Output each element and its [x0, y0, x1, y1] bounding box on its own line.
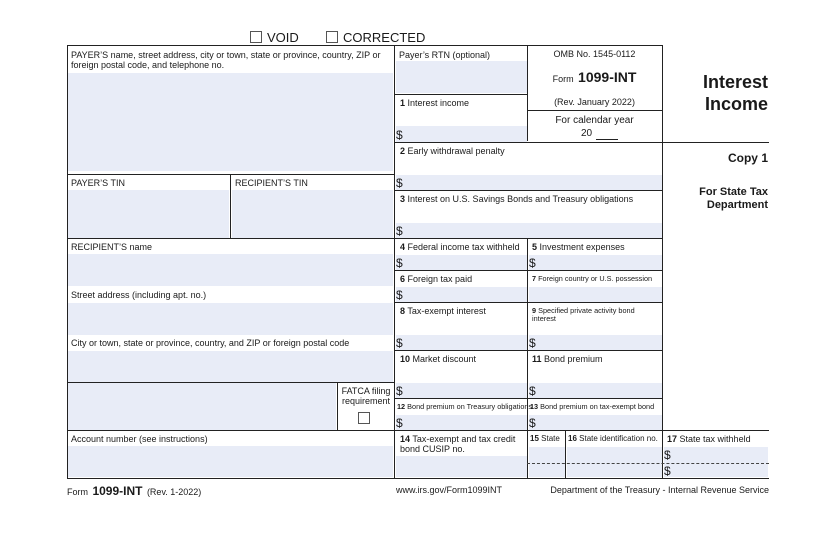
- fatca-blank-field[interactable]: [68, 383, 336, 430]
- street-address-field[interactable]: [68, 303, 393, 335]
- box11-field[interactable]: [529, 383, 662, 398]
- box1-field[interactable]: [396, 126, 527, 142]
- box1-dollar: $: [396, 128, 403, 142]
- box11-dollar: $: [529, 384, 536, 398]
- box3-dollar: $: [396, 224, 403, 238]
- payer-name-field[interactable]: [68, 73, 393, 171]
- void-checkbox[interactable]: [250, 31, 262, 43]
- box4-text: Federal income tax withheld: [407, 242, 520, 252]
- box3-num: 3: [400, 194, 406, 204]
- box14-field[interactable]: [396, 456, 527, 477]
- recipient-tin-label: RECIPIENT’S TIN: [235, 178, 308, 188]
- box15-text: State: [541, 434, 560, 443]
- box10-dollar: $: [396, 384, 403, 398]
- void-label: VOID: [267, 30, 299, 45]
- copy-label: Copy 1: [727, 151, 768, 165]
- box13-text: Bond premium on tax-exempt bond: [540, 402, 655, 411]
- box17-field[interactable]: [664, 447, 768, 477]
- footer-form-id: [67, 482, 201, 500]
- box9-label: [532, 307, 654, 323]
- box3-field[interactable]: [396, 223, 662, 238]
- corrected-label: CORRECTED: [343, 30, 426, 45]
- form-id: [527, 69, 662, 87]
- title-line-1: Interest: [702, 72, 768, 92]
- box2-num: 2: [400, 146, 406, 156]
- form-revision: (Rev. January 2022): [554, 97, 635, 107]
- box7-num: 7: [532, 274, 537, 283]
- box4-field[interactable]: [396, 255, 527, 270]
- for-line-2: Department: [706, 199, 768, 211]
- box14-num: 14: [400, 434, 411, 444]
- box12-num: 12: [397, 402, 406, 411]
- box8-num: 8: [400, 306, 406, 316]
- fatca-checkbox[interactable]: [358, 412, 370, 424]
- street-address-label: Street address (including apt. no.): [71, 290, 207, 300]
- box10-text: Market discount: [412, 354, 477, 364]
- box1-num: 1: [400, 98, 406, 108]
- box13-field[interactable]: [529, 415, 662, 430]
- form-word: Form: [552, 74, 574, 84]
- box8-field[interactable]: [396, 335, 527, 350]
- box12-label: [397, 403, 532, 411]
- box2-text: Early withdrawal penalty: [407, 146, 505, 156]
- box17-text: State tax withheld: [679, 434, 751, 444]
- box11-label: [532, 354, 603, 364]
- box5-text: Investment expenses: [539, 242, 625, 252]
- box12-field[interactable]: [396, 415, 527, 430]
- box17-label: [667, 434, 751, 444]
- box7-field[interactable]: [529, 287, 662, 302]
- box12-text: Bond premium on Treasury obligations: [407, 402, 533, 411]
- box15-label: [530, 434, 560, 443]
- recipient-tin-field[interactable]: [232, 190, 393, 238]
- footer-url: www.irs.gov/Form1099INT: [396, 485, 503, 495]
- payer-rtn-label: Payer’s RTN (optional): [399, 50, 491, 60]
- city-field[interactable]: [68, 351, 393, 382]
- box12-dollar: $: [396, 416, 403, 430]
- for-line-1: For State Tax: [699, 186, 768, 198]
- box5-num: 5: [532, 242, 538, 252]
- payer-tin-field[interactable]: [68, 190, 229, 238]
- box10-label: [400, 354, 476, 364]
- box6-num: 6: [400, 274, 406, 284]
- corrected-checkbox[interactable]: [326, 31, 338, 43]
- box11-num: 11: [532, 354, 542, 364]
- box14-text: Tax-exempt and tax credit bond CUSIP no.: [400, 434, 516, 454]
- box1-label: [400, 98, 469, 108]
- payer-tin-label: PAYER’S TIN: [71, 178, 126, 188]
- box9-dollar: $: [529, 336, 536, 350]
- box3-label: [400, 194, 633, 204]
- box4-dollar: $: [396, 256, 403, 270]
- box10-num: 10: [400, 354, 411, 364]
- box11-text: Bond premium: [544, 354, 603, 364]
- box9-field[interactable]: [529, 335, 662, 350]
- box7-label: [532, 275, 652, 283]
- box4-label: [400, 242, 520, 252]
- box3-text: Interest on U.S. Savings Bonds and Treasury obligations: [407, 194, 634, 204]
- box9-num: 9: [532, 306, 537, 315]
- box6-field[interactable]: [396, 287, 527, 302]
- box8-text: Tax-exempt interest: [407, 306, 486, 316]
- box13-dollar: $: [529, 416, 536, 430]
- box15-field[interactable]: [529, 447, 565, 477]
- box17-num: 17: [667, 434, 678, 444]
- omb-number: OMB No. 1545-0112: [553, 49, 636, 59]
- box16-field[interactable]: [567, 447, 662, 477]
- recipient-name-label: RECIPIENT’S name: [71, 242, 153, 252]
- box9-text: Specified private activity bond interest: [532, 306, 635, 323]
- box15-num: 15: [530, 434, 539, 443]
- footer-rev: (Rev. 1-2022): [146, 487, 202, 497]
- box2-label: [400, 146, 505, 156]
- box16-text: State identification no.: [579, 434, 658, 443]
- box5-label: [532, 242, 625, 252]
- box17-dollar-1: $: [664, 448, 671, 462]
- payer-name-label: PAYER’S name, street address, city or town, state or province, country, ZIP or foreign postal code, and telephone no.: [71, 50, 381, 70]
- year-prefix: 20: [581, 128, 593, 139]
- fatca-label: FATCA filing requirement: [341, 386, 391, 406]
- form-name: 1099-INT: [578, 69, 637, 85]
- box16-num: 16: [568, 434, 577, 443]
- box16-label: [568, 434, 658, 443]
- box5-dollar: $: [529, 256, 536, 270]
- box8-dollar: $: [396, 336, 403, 350]
- city-label: City or town, state or province, country, and ZIP or foreign postal code: [71, 338, 350, 348]
- recipient-name-field[interactable]: [68, 254, 393, 286]
- box17-dollar-2: $: [664, 464, 671, 478]
- title-line-2: Income: [704, 94, 768, 114]
- box4-num: 4: [400, 242, 406, 252]
- box13-label: [530, 403, 654, 411]
- account-number-field[interactable]: [68, 446, 393, 477]
- box5-field[interactable]: [529, 255, 662, 270]
- box10-field[interactable]: [396, 383, 527, 398]
- box7-text: Foreign country or U.S. possession: [538, 274, 653, 283]
- footer-form-name: 1099-INT: [92, 484, 143, 498]
- box6-label: [400, 274, 472, 284]
- footer-dept: Department of the Treasury - Internal Revenue Service: [550, 485, 769, 495]
- calendar-year-label: For calendar year: [555, 115, 634, 126]
- payer-rtn-field[interactable]: [396, 61, 527, 93]
- box2-field[interactable]: [396, 175, 662, 190]
- year-input[interactable]: [596, 139, 618, 140]
- box2-dollar: $: [396, 176, 403, 190]
- box13-num: 13: [530, 402, 539, 411]
- box6-text: Foreign tax paid: [407, 274, 473, 284]
- box6-dollar: $: [396, 288, 403, 302]
- account-number-label: Account number (see instructions): [71, 434, 208, 444]
- footer-form-word: Form: [67, 487, 88, 497]
- box8-label: [400, 306, 486, 316]
- box14-label: [400, 434, 525, 454]
- box1-text: Interest income: [407, 98, 470, 108]
